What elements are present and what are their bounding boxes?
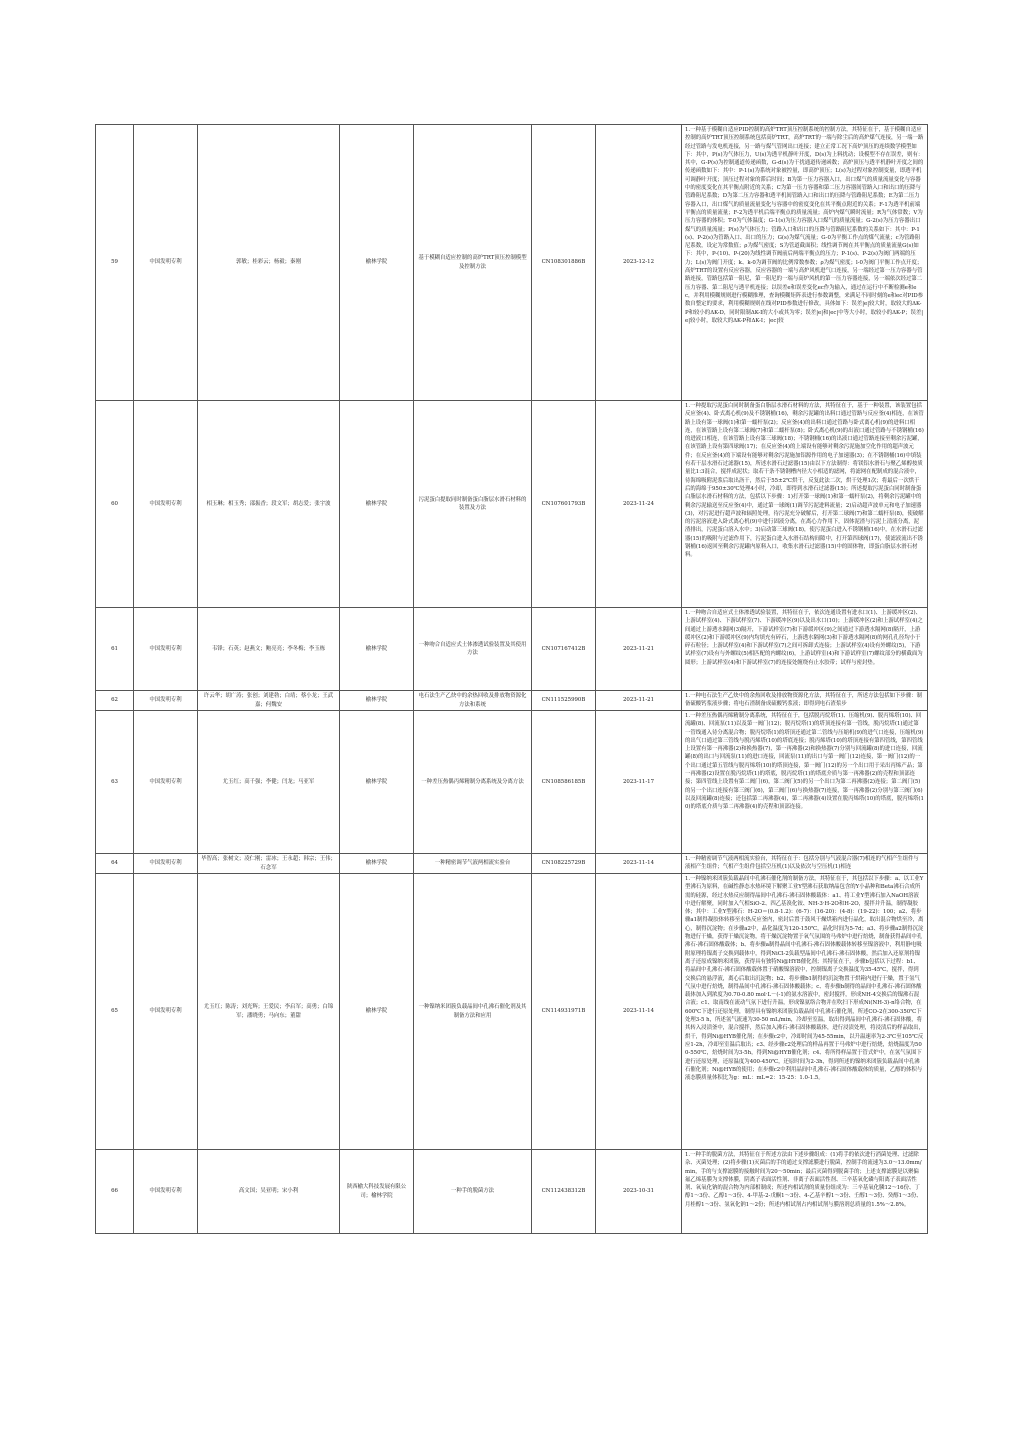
grant-date: 2023-10-31 — [596, 1150, 682, 1234]
patent-holder: 陕西榆大科技发展有限公司；榆林学院 — [340, 1150, 414, 1234]
patent-abstract — [682, 854, 928, 874]
table-row — [96, 691, 928, 711]
patent-holder: 榆林学院 — [340, 854, 414, 874]
patent-abstract — [682, 125, 928, 401]
inventors: 相玉琳；相玉秀；邵振香；段文军；胡志爱；张宇波 — [198, 401, 340, 608]
patent-title: 一种手的脱菌方法 — [414, 1150, 532, 1234]
table-row — [96, 854, 928, 874]
abstract-text: 1.一种手的脱菌方法，其特征在于所述方法由下述步骤组成：(1)将手的依次进行消菌处理、过滤除杂、灭菌处理；(2)将步骤(1)灭菌后的手的通过支撑滤膜进行脱菌，控制手的流速为3.0～13.0mm/min，手的与支撑滤膜的接触时间为20～50min；最后灭菌得到脱菌手的；上述支撑滤膜是以聚偏氟乙烯基膜为支撑体膜，阴离子表面活性剂、非离子表面活性剂、三辛基氧化磷与阳离子表面活性剂、氧氧化钠的混合物为内部相制成；所述内相试剂的质量份组成为：三辛基氧化膦12～16份、丁醇1～3份、乙醇1～3份、4-甲基-2-戊酮1～3份、4-乙基辛醇1～3份、壬醇1～3份、癸醇1～3份、月桂醇1～3份、氢氧化钠1～2份；所述内相试剂占内相试剂与膜溶剂总质量的1.5%～2.8%。 — [685, 1152, 922, 1208]
inventors: 尤玉红；陈涛；刘光辉；王爱民；李启军；高勇；白锦军；潘晓勇；马向东；董甜 — [198, 874, 340, 1150]
row-number: 66 — [96, 1150, 134, 1234]
patent-holder: 榆林学院 — [340, 608, 414, 691]
patent-table — [95, 124, 928, 1234]
abstract-text: 1.一种提取污泥蛋白同时制备蛋白脂层水滑石材料的方法，其特征在于，基于一种装置，该装置包括反应釜(4)、卧式离心机(9)及不锈钢桶(16)，剩余污泥罐的出料口通过管路与反应釜(4)相连，在该管路上设有第一球阀(1)和第一蠕杆泵(2)；反应釜(4)的出料口通过管路与卧式离心机(9)的进料口相连，在该管路上设有第二球阀(7)和第二蠕杆泵(8)；卧式离心机(9)的出液口通过管路与不锈钢桶(16)的进液口相连，在该管路上设有第三球阀(18)；不锈钢桶(16)的出液口通过管路连接至剩余污泥罐，在该管路上设有第四球阀(17)；在反应釜(4)的上端设有能够对剩余污泥施加空化作用的超声波元件；在反应釜(4)的下端设有能够对剩余污泥施加铝源作用的电子加速器(3)；在不锈钢桶(16)中填装有若干层水滑石过滤器(15)，所述水滑石过滤器(15)由以下方法制得：将镁铝水滑石与聚乙烯醇按质量比1:3混合，搅拌成泥状；取若干条不锈钢槽内径大小相适的滤网，将滤网在配制成的混合液中，待海绵吸附泥浆后取出沥干，然后于55±2℃烘干，反复此法二次，烘干处理1次；将最后一次烘干后的海绵于950±30℃处理4小时，冷却，即得到水滑石过滤器(15)；所述提取污泥蛋白同时制备蛋白脂层水滑石材料的方法，包括以下步骤：1)打开第一球阀(1)和第一蠕杆泵(2)，将剩余污泥罐中的剩余污泥输送至反应釜(4)中，通过第一球阀(1)调节污泥进料流量；2)启动超声波单元和电子加速器(3)，对污泥进行超声波和辐照处理，待污泥充分破解后，打开第二球阀(7)和第二蠕杆泵(8)，使破解的污泥溶液进入卧式离心机(9)中进行固液分离，在离心力作用下，固体泥渣与污泥上清液分离，泥渣排出，污泥蛋白溶入水中；3)启动第三球阀(18)，使污泥蛋白进入不锈钢桶(16)中，在水滑石过滤器(15)的吸附与过滤作用下，污泥蛋白进入水滑石结构间隙中，打开第四球阀(17)，使滤液流出不锈钢桶(16)返回至剩余污泥罐内原料入口，收集水滑石过滤器(15)中的固体物，即蛋白脂层水滑石材料。 — [685, 403, 924, 559]
patent-type: 中国发明专利 — [134, 125, 198, 401]
patent-type: 中国发明专利 — [134, 1150, 198, 1234]
grant-date: 2023-11-17 — [596, 711, 682, 854]
grant-date: 2023-11-21 — [596, 608, 682, 691]
patent-abstract — [682, 401, 928, 608]
grant-date: 2023-12-12 — [596, 125, 682, 401]
row-number: 65 — [96, 874, 134, 1150]
inventors: 尤玉红；高千强；李健；闫龙；马亚军 — [198, 711, 340, 854]
inventors: 韦锋；石英；赵燕文；鲍亮亮；李冬梅；李玉栋 — [198, 608, 340, 691]
table-row — [96, 711, 928, 854]
patent-title: 一种精密调节气液两相流实验台 — [414, 854, 532, 874]
patent-abstract — [682, 691, 928, 711]
publication-number: CN112438312B — [532, 1150, 596, 1234]
row-number: 61 — [96, 608, 134, 691]
patent-holder: 榆林学院 — [340, 691, 414, 711]
table-row — [96, 1150, 928, 1234]
inventors: 郭敏；桂彩云；杨毅；秦刚 — [198, 125, 340, 401]
patent-type: 中国发明专利 — [134, 854, 198, 874]
publication-number: CN108301886B — [532, 125, 596, 401]
patent-abstract — [682, 711, 928, 854]
patent-title: 一种吻合自适应式土体渗透试验装置及其使用方法 — [414, 608, 532, 691]
abstract-text: 1.一种差压热偶丙烯精制分离系统，其特征在于，包括脱丙烷塔(1)、压缩机(9)、脱丙烯塔(10)、回流罐(8)、回流泵(11)以及第一阀门(12)；脱丙烷塔(1)的塔顶连接有第一管线，脱丙烷塔(1)通过第一管线通入待分离混合物；脱丙烷塔(1)的塔顶还通过第二管线与压缩机(9)的进气口连接，压缩机(9)的出气口通过第三管线与脱丙烯塔(10)的塔底连接；脱丙烯塔(10)的塔顶连接有第四管线，第四管线上设置有第一再沸器(2)和换热器(7)，第一再沸器(2)和换热器(7)分别与回流罐(8)的进口连接，回流罐(8)的出口与回流泵(11)的进口连接，回流泵(11)的出口与第一阀门(12)连接，第一阀门(12)的一个出口通过第五管线与脱丙烯塔(10)的塔顶连接，第一阀门(12)的另一个出口用于采出丙烯产品；第一再沸器(2)设置在脱丙烷塔(1)的塔底，脱丙烷塔(1)的塔底介质与第一再沸器(2)的壳程和顶部连接；第四管线上设置有第二阀门(6)，第二阀门(5)的另一个出口为第二再沸器(2)连接；第二阀门(5)的另一个出口连接有第三阀门(6)，第三阀门(6)与换热器(7)连接，第一再沸器(2)分别与第三阀门(6)以及回流罐(8)连接；还包括第二再沸器(4)，第二再沸器(4)设置在脱丙烯塔(10)的塔底，脱丙烯塔(10)的塔底介质与第二再沸器(4)的壳程和顶部连接。 — [685, 713, 924, 811]
inventors: 毕智高；张树文；凌仁刚；雷冰；王永超；韩宗；王伟；石念军 — [198, 854, 340, 874]
grant-date: 2023-11-24 — [596, 401, 682, 608]
inventors: 高文国；吴亚明；宋小利 — [198, 1150, 340, 1234]
publication-number: CN114931971B — [532, 874, 596, 1150]
publication-number: CN111525990B — [532, 691, 596, 711]
grant-date: 2023-11-14 — [596, 854, 682, 874]
patent-title: 一种镍纳米团簇负载晶间中孔沸石催化剂及其制备方法和应用 — [414, 874, 532, 1150]
row-number: 64 — [96, 854, 134, 874]
grant-date: 2023-11-21 — [596, 691, 682, 711]
patent-title: 电石法生产乙炔中的余热回收及排放物资源化方法和系统 — [414, 691, 532, 711]
row-number: 62 — [96, 691, 134, 711]
inventors: 许云华；胡广涛；张创；刘建勃；白靖；蔡小龙；王武嘉；何魏安 — [198, 691, 340, 711]
patent-type: 中国发明专利 — [134, 711, 198, 854]
patent-title: 一种差压热偶丙烯精制分离系统及分离方法 — [414, 711, 532, 854]
table-row — [96, 401, 928, 608]
publication-number: CN107601793B — [532, 401, 596, 608]
patent-type: 中国发明专利 — [134, 691, 198, 711]
row-number: 63 — [96, 711, 134, 854]
patent-type: 中国发明专利 — [134, 608, 198, 691]
patent-abstract — [682, 1150, 928, 1234]
patent-title: 污泥蛋白提取同时制备蛋白脂层水滑石材料的装置及方法 — [414, 401, 532, 608]
patent-holder: 榆林学院 — [340, 874, 414, 1150]
patent-holder: 榆林学院 — [340, 401, 414, 608]
patent-type: 中国发明专利 — [134, 874, 198, 1150]
patent-holder: 榆林学院 — [340, 711, 414, 854]
abstract-text: 1.一种吻合自适应式土体渗透试验装置，其特征在于，依次连通设置有进水口(1)、上游缓冲区(2)、上游试样室(4)、下游试样室(7)、下游缓冲区(9)以及出水口(10)；上游缓冲区(2)和上游试样室(4)之间通过上游透水隔网(3)隔开，下游试样室(7)和下游缓冲区(9)之间通过下游透水隔网(8)隔开，上游缓冲区(2)和下游缓冲区(9)内均填充有碎石，上游透水隔网(3)和下游透水隔网(8)的网孔孔径均小于碎石粒径；上游试样室(4)和下游试样室(7)之间可拆卸式连接；上游试样室(4)设有外螺纹(5)，下游试样室(7)设有与外螺纹(5)相匹配的内螺纹(6)，上游试样室(4)和下游试样室(7)螺纹部分的横截面为圆形；上游试样室(4)和下游试样室(7)的连接处缠绕有止水胶带；试样与密封垫。 — [685, 610, 923, 666]
table-row — [96, 125, 928, 401]
publication-number: CN108225729B — [532, 854, 596, 874]
table-row — [96, 874, 928, 1150]
publication-number: CN107167412B — [532, 608, 596, 691]
row-number: 60 — [96, 401, 134, 608]
abstract-text: 1.一种电石法生产乙炔中的余热回收及排放物资源化方法，其特征在于，所述方法包括如下步骤：制备硫酸钙浆液步骤；将电石渣制备成硫酸钙浆液；即得到电石渣浆步 — [685, 693, 922, 708]
abstract-text: 1.一种精密调节气液两相流实验台，其特征在于：包括分别与气液混合器(7)相连的气相产生组件与液相产生组件；气相产生组件包括空压机(1)以及依次与空压机(1)相连 — [685, 856, 919, 871]
abstract-text: 1.一种镍纳米团簇负载晶间中孔沸石催化剂的制备方法，其特征在于，其包括以下步骤：a、以工业Y型沸石为原料，在碱性静态水热环境下解聚工业Y型沸石获取纳晶包含的Y小晶种和Beta沸石合成所需的硅源，经过水热反应制得晶间中孔沸石-沸石固体酸载体：a1、将工业Y型沸石加入NaOH溶液中进行解聚，同时加入气相SiO-2、四乙基溴化铵、NH-3·H-2O和H-2O，搅拌并升温，制得凝胶体；其中：工业Y型沸石：H-2O＝(0.8-1.2)：(6-7)：(16-20)：(4-8)：(19-22)：100；a2、将步骤a1制得凝胶体转移至水热反应釜内，密封后置于鼓风干燥烘箱内进行晶化，取出混合物烘至冷，离心，制得沉淀物；在步骤a2中，晶化温度为120-150℃，晶化时间为5-7d；a3、将步骤a2制得沉淀物进行干燥，获得干燥沉淀物，将干燥沉淀物置于氧气氛围的马弗炉中进行焙烧，制备获得晶间中孔沸石-沸石固体酸载体；b、将步骤a制得晶间中孔沸石-沸石固体酸载体转移至镍溶液中，利用静电吸附原理将镍离子交换到载体中，得到NiCl-2负载型晶间中孔沸石-沸石固体酸，然后加入还原剂将镍离子还原成镍纳米团簇，获得具有独特Ni@HYB催化剂；其特征在于，步骤b包括以下过程：b1、将晶间中孔沸石-沸石固体酸载体置于硝酸镍溶液中，控制镍离子交换温度为35-45℃，搅拌，得到交换后的悬浮液，离心后取出沉淀物；b2、将步骤b1制得的沉淀物置于烘箱内进行干燥，置于氢气气氛中进行焙烧，制得晶间中孔沸石-沸石固体酸载体；c、将步骤b制得的晶间中孔沸石-沸石固体酸载体加入到浓度为0.70-0.80 mol·L－(-1)的氨水溶液中，密封搅拌，形成NH-4交换后的镍沸石混合液；c1、取南线在流动气氛下进行升温，形成镍氨络合物并在吹扫下形成Ni(NH-3)-n络合物，在600℃下进行还原处理，制得具有镍纳米团簇负载晶间中孔沸石催化剂，所述CO-2在300-350℃下处理3-5 h，所述氢气流速为30-50 mL/min，冷却至室温，取出得到晶间中孔沸石-沸石固体酸，将其转入浸渍釜中，混合搅拌，然后加入沸石-沸石固体酸载体，进行浸渍处理，将浸渍后的样品取出，烘干，得到Ni@HYB催化剂；在步骤c2中，冷却时间为45-55min，以升温速率为2-3℃至105℃反应1-2h，冷却至室温后取出；c3、经步骤c2处理后的样品再置于马弗炉中进行焙烧，焙烧温度为500-550℃，焙烧时间为3-5h，得到Ni@HYB催化剂；c4、将所得样品置于管式炉中，在氢气氛围下进行还原处理，还原温度为400-450℃，还原时间为2-3h，得到所述的镍纳米团簇负载晶间中孔沸石催化剂；Ni@HYB的使用；在步骤c2中利用晶间中孔沸石-沸石固体酸载体的质量，乙醇的体积与液态膜质量体积比为g：mL：mL=2：15-25：1.0-1.5。 — [685, 876, 925, 1082]
patent-holder: 榆林学院 — [340, 125, 414, 401]
row-number: 59 — [96, 125, 134, 401]
patent-abstract — [682, 608, 928, 691]
grant-date: 2023-11-14 — [596, 874, 682, 1150]
patent-abstract — [682, 874, 928, 1150]
abstract-text: 1.一种基于模糊自适应PID控制的高炉TRT顶压控制系统的控制方法，其特征在于，基于模糊自适应控制的高炉TRT顶压控制系统包括高炉TRT，高炉TRT的一端与除尘后的高炉煤气连接，另一端一路经过管路与发电机连接，另一路与煤气管网出口连接；建立正常工况下高炉顶压的连续数学模型如下：其中，P(s)为气体压力，U(s)为透平机静叶开度，D(s)为上料扰动；设模型不存在误差，则有：其中，G-P(s)为控制通道传递函数，G-d(s)为干扰通道传递函数；高炉顶压与透平机静叶开度之间的传递函数如下：其中：P-1(s)为系统对象被控量，即高炉顶压；L(s)为过程对象控制变量，即透平机可调静叶开度；顶压过程对象的滞后时间；B为第一压力容器入口，出口煤气的质量流量变化与容器中的密度变化在其平衡点附近的关系；C为第一压力容器和第二压力容器间管路入口和出口的压降与管路阻尼系数；D为第二压力容器和透平机间管路入口和出口的压降与管路阻尼系数；E为第二压力容器入口，出口煤气的质量流量变化与容器中的密度变化在其平衡点附近的关系；F-1为透平机前端平衡点的质量流量；F-2为透平机后端平衡点的质量流量；高炉内煤气瞬时流量；R为气体常数；V为压力容器的体积；T-0为气体温度；G-1(s)为压力容器入口煤气的质量流量；G-2(s)为压力容器出口煤气的质量流量；P(s)为气体压力；管路入口和出口的压降与管路阻尼系数的关系如下：其中：P-1(s)、P-2(s)为管路入口、出口的压力；G(s)为煤气流量；G-0为平衡工作点的煤气流量；c为管路阻尼系数，设定为常数值；ρ为煤气密度；S为管道截面积；线性调节阀在其平衡点的质量流量G(s)如下：其中，P-(10)、P-(20)为线性调节阀前后两端平衡点的压力；P-1(s)、P-2(s)为阀门两端的压力；L(s)为阀门开度；k、k-0为调节阀的比例常数参数；ρ为煤气密度；l-0为阀门平衡工作点开度；高炉TRT的设置有反应容器，反应容器的一端与高炉风机进气口连接，另一端经过第一压力容器与管路连接，管路包括第一阻尼，第一阻尼的一端与高炉风机的第一压力容器连接，另一端依次经过第二压力容器、第二阻尼与透平机连接；以误差e和误差变化ec作为输入，通过在运行中不断检测e和ec，并利用模糊规则进行模糊推理，查询模糊矩阵表进行参数调整，来满足不同时刻的e和ec对PID参数自整定的要求，利用模糊规则在线对PID参数进行修改，具体如下：误差|e|较大时，取较大的ΔK-P和较小的ΔK-D，同时限制ΔK-I的大小或其为零；误差|e|和|ec|中等大小时，取较小的ΔK-P；误差|e|较小时，取较大的ΔK-P和ΔK-I；|ec|较 — [685, 127, 924, 324]
publication-number: CN108586185B — [532, 711, 596, 854]
patent-type: 中国发明专利 — [134, 401, 198, 608]
patent-title: 基于模糊自适应控制的高炉TRT顶压控制模型及控制方法 — [414, 125, 532, 401]
table-row — [96, 608, 928, 691]
